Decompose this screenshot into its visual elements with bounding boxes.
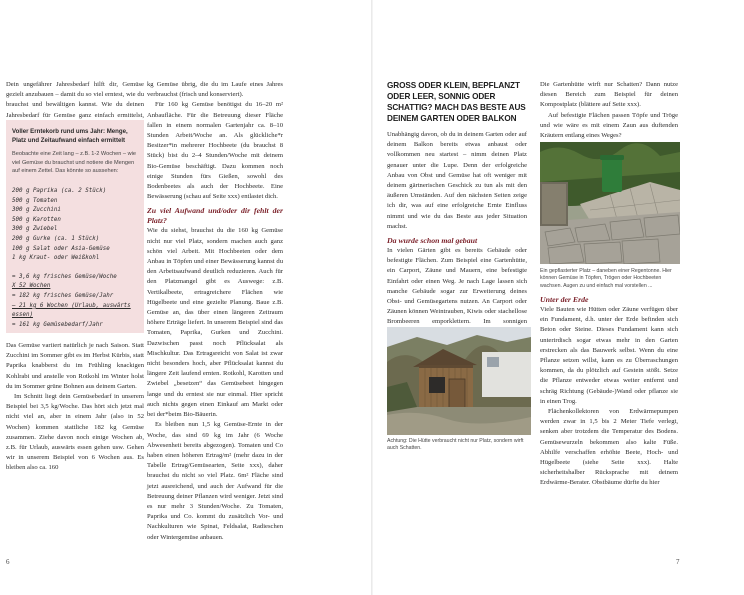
- paragraph: Flächenkollektoren von Erdwärmepumpen werden zwar in 1,5 bis 2 Meter Tiefe verlegt, senken aber trotzdem die Temperatur des Bodens. Gemüsewurzeln bekommen also kalte Füße. Abhilfe verschaffen erhöhte Beete, Hoch- und Hügelbeete (siehe Seite xxx). Halte sicherheitshalber Rücksprache mit deinem Erdwärme-Berater. Obstbäume dürfte du hier: [540, 408, 678, 487]
- page-number-left: 6: [6, 558, 10, 566]
- subheading: Unter der Erde: [540, 295, 589, 304]
- paved-area-illustration: [540, 142, 680, 264]
- list-item: 200 g Paprika (ca. 2 Stück): [12, 188, 107, 195]
- calc-line: – 21 kg 6 Wochen (Urlaub, auswärts essen): [12, 302, 131, 319]
- paragraph: Das Gemüse variiert natürlich je nach Saison. Statt Zucchini im Sommer gibt es im Herbst Kürbis, statt Paprika knabberst du im Frühling knackigen Kohlrabi und anstelle von Rotkohl im Winter holst du im Sommer grüne Bohnen aus deinem Garten.: [6, 342, 144, 390]
- box-intro: Beobachte eine Zeit lang – z.B. 1-2 Wochen – wie viel Gemüse du brauchst und notiere die Mengen auf einem Zettel. Das könnte so aussehen:: [12, 151, 136, 175]
- right-col-2: [540, 80, 678, 141]
- calc-line: = 3,6 kg frisches Gemüse/Woche: [12, 273, 117, 280]
- subheading: Zu viel Aufwand und/oder dir fehlt der Platz?: [147, 206, 283, 226]
- right-col-2-bottom: [540, 295, 678, 489]
- page-gutter: [371, 0, 373, 595]
- photo-garden-shed: [387, 327, 531, 435]
- paragraph: Im Schnitt liegt dein Gemüsebedarf in unserem Beispiel bei 3,5 kg/Woche. Das hört sich jetzt mal nicht viel an, aber in einem Jahr (also in 52 Wochen) kommen stattliche 182 kg Gemüse zusammen. Ziehe davon noch einige Wochen ab, z.B. für Urlaub, auswärts essen gehen usw. Gehen wir in unserem Beispiel von 6 Wochen aus. Es bleiben also ca. 160: [6, 393, 144, 472]
- handwritten-list: [12, 187, 139, 264]
- info-box: [6, 120, 144, 333]
- shed-illustration: [387, 327, 531, 435]
- paragraph: In vielen Gärten gibt es bereits Gebäude oder befestigte Flächen. Zum Beispiel eine Gartenhütte, ein Carport, Zäune und Mauern, eine befestigte Einfahrt oder einen Weg. Je nach Lage lassen sich manche Gebäude sogar zur Erweiterung deines Obst- und Gemüsegartens nutzen. An Carport oder Zäunen können Weintrauben, Kiwis oder stachellose Brombeeren emporklettern. Im sonnigen: [387, 247, 527, 326]
- list-item: 200 g Gurke (ca. 1 Stück): [12, 236, 100, 243]
- paragraph: Für 160 kg Gemüse benötigst du 16–20 m² Anbaufläche. Für die Betreuung dieser Fläche fallen in einem normalen Gartenjahr ca. 8–10 Stunden Arbeit/Woche an. Als glückliche*r Besitzer*in mehrerer Hochbeete (du brauchst 8 Stück) bist du 2–4 Stunden/Woche mit deinem Bio-Gemüse beschäftigt. Dazu kommen noch einige Stunden fürs Gießen, sowohl des Bodenbeetes als auch der Hochbeete. Eine Bewässerung (schau auf Seite xxx) entlastet dich.: [147, 101, 283, 201]
- paragraph: Es bleiben nun 1,5 kg Gemüse-Ernte in der Woche, das sind 69 kg im Jahr (6 Woche Abwesenheit bereits abgezogen). Tomaten und Co haben einen höheren Ertrag/m² (mehr dazu in der Tabelle Ertrag/Gemüsearten, Seite xxx), daher brauchst du nicht so viel Platz. 6m² Fläche sind jetzt ausreichend, und auch der Aufwand für die Betreuung deiner Pflanzen wird weniger. Jetzt sind es nur mehr 3 Stunden/Woche. Zu Tomaten, Paprika und Co. kommt du zusätzlich Vor- und Nachkulturen wie Spinat, Feldsalat, Radieschen oder Wintergemüse anbauen.: [147, 421, 283, 541]
- photo-caption: Achtung: Die Hütte verbraucht nicht nur Platz, sondern wirft auch Schatten.: [387, 438, 524, 452]
- list-item: 300 g Zwiebel: [12, 226, 58, 233]
- page-number-right: 7: [676, 558, 680, 566]
- paragraph: Dein ungefährer Jahresbedarf hilft dir, Gemüse gezielt anzubauen – damit du so viel erntest, wie du brauchst und bewältigen kannst. Wie du deinen Jahresbedarf für Gemüse ganz einfach ermittelst,: [6, 81, 144, 119]
- paragraph: Die Gartenhütte wirft nur Schatten? Dann nutze diesen Bereich zum Beispiel für deinen Kompostplatz (blättere auf Seite xxx).: [540, 81, 678, 109]
- left-col-2: [147, 80, 283, 543]
- paragraph: Viele Bauten wie Hütten oder Zäune verfügen über ein Fundament, d.h. unter der Erde befinden sich Beton oder Steine. Dieses Fundament kann sich unterirdisch sogar etwas mehr in den Garten erstrecken als das Bauwerk selbst. Wenn du eine Pflanze setzen willst, kann es zu Überraschungen kommen, da du plötzlich auf Gestein stößt. Setze die Pflanze entweder etwas weiter entfernt und schräg Richtung (Gebäude-)Wand oder pflanze sie in einen Trog.: [540, 306, 678, 405]
- chapter-heading: GROSS ODER KLEIN, BEPFLANZT ODER LEER, SONNIG ODER SCHATTIG? MACH DAS BESTE AUS DEINEM GARTEN ODER BALKON: [387, 81, 526, 123]
- subheading: Da wurde schon mal gebaut: [387, 236, 478, 246]
- list-item: 500 g Karotten: [12, 216, 61, 223]
- list-item: 1 kg Kraut- oder Weißkohl: [12, 255, 100, 262]
- paragraph: Auf befestigte Flächen passen Töpfe und Tröge und wie wäre es mit einem Zaun aus duftenden Kräutern entlang eines Weges?: [540, 111, 678, 140]
- list-item: 500 g Tomaten: [12, 197, 58, 204]
- photo-paved-area: [540, 142, 680, 264]
- calc-line: X 52 Wochen: [12, 283, 51, 290]
- list-item: 300 g Zucchini: [12, 207, 61, 214]
- right-col-1: [387, 80, 527, 368]
- box-heading: Voller Erntekorb rund ums Jahr: Menge, Platz und Zeitaufwand einfach ermittelt: [12, 128, 128, 144]
- list-item: 100 g Salat oder Asia-Gemüse: [12, 245, 110, 252]
- handwritten-calculation: [12, 273, 139, 331]
- paragraph: kg Gemüse übrig, die du im Laufe eines Jahres verbrauchst (frisch und konserviert).: [147, 81, 283, 99]
- left-col-1-bottom: [6, 341, 144, 474]
- paragraph: Wie du siehst, brauchst du die 160 kg Gemüse nicht nur viel Platz, sondern machen auch ganz schön viel Arbeit. Mit Hochbeeten oder dem Anbau in Töpfen und einer Bewässerung kannst du den Arbeitsaufwand deutlich reduzieren. Auch für den Platzmangel gibt es Auswege: z.B. Vertikalbeete, ertragreichere Flächen wie Hügelbeete und eine gezielte Planung. Baue z.B. Gemüse an, das über einen längeren Zeitraum höhere Erträge liefert. In unserem Beispiel sind das Tomaten, Paprika, Gurken und Zucchini. Dazwischen passt noch Pflücksalat als Mischkultur. Das Ertragsreicht von Salat ist zwar nicht besonders hoch, aber Pflücksalat kannst du längere Zeit laufend ernten. Rotkohl, Karotten und Zwiebel „besetzen“ das Gemüsebeet hingegen lange und du erntest sie nur einmal. Hier spricht auch nichts gegen einen Einkauf am Markt oder bei der*beim Bio-Bäuerin.: [147, 227, 283, 419]
- paragraph: Unabhängig davon, ob du in deinem Garten oder auf deinem Balkon bereits etwas anbaust oder vollkommen neu startest – nimm deinen Platz genauer unter die Lupe. Denn der erfolgreiche Anbau von Obst und Gemüse hat oft weniger mit deinem gärtnerischen Geschick zu tun als mit den äußeren Umständen. Auf den nächsten Seiten zeige ich dir, was auf eine erfolgreiche Ernte Einfluss nimmt und wie du das Beste aus jeder Situation machst.: [387, 131, 527, 230]
- photo-caption: Ein gepflasterter Platz – daneben einer Regentonne. Hier können Gemüse in Töpfen, Trögen oder Hochbeeten wachsen. Augen zu und einfach mal vorstellen ...: [540, 268, 672, 289]
- calc-line: = 182 kg frisches Gemüse/Jahr: [12, 293, 114, 300]
- calc-line: = 161 kg Gemüsebedarf/Jahr: [12, 321, 103, 328]
